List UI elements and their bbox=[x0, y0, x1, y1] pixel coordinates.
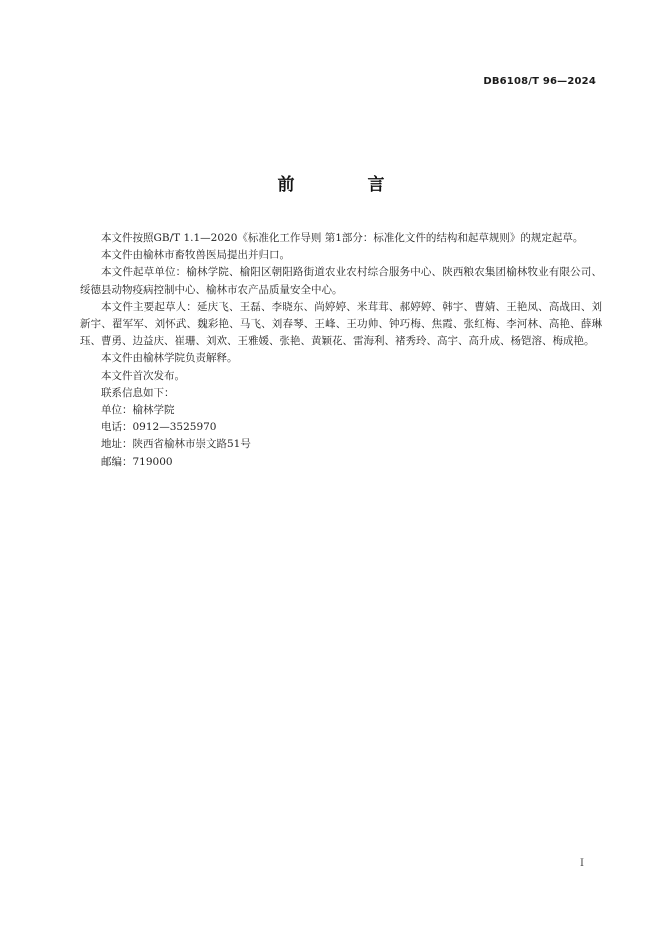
paragraph-drafters: 本文件主要起草人：延庆飞、王磊、李晓东、尚婷婷、米茸茸、郝婷婷、韩宇、曹婧、王艳凤、高战田、刘新宇、翟军军、刘怀武、魏彩艳、马飞、刘春琴、王峰、王功帅、钟巧梅、焦霞、张红梅、李河林、高艳、薛琳珏、曹勇、边益庆、崔珊、刘欢、王雅媛、张艳、黄颖花、雷海利、褚秀玲、高宇、高升成、杨铠溶、梅成艳。 bbox=[80, 300, 602, 348]
paragraph-contact-heading: 联系信息如下： bbox=[101, 386, 175, 399]
contact-address: 地址：陕西省榆林市崇文路51号 bbox=[101, 438, 251, 451]
paragraph-drafting-rules: 本文件按照GB/T 1.1—2020《标准化工作导则 第1部分：标准化文件的结构和起草规则》的规定起草。 bbox=[101, 232, 584, 244]
contact-postcode: 邮编：719000 bbox=[101, 455, 173, 468]
paragraph-interpretation: 本文件由榆林学院负责解释。 bbox=[101, 352, 238, 365]
contact-phone: 电话：0912—3525970 bbox=[101, 421, 217, 434]
page-title: 前 言 bbox=[277, 175, 413, 195]
paragraph-drafting-units: 本文件起草单位：榆林学院、榆阳区朝阳路街道农业农村综合服务中心、陕西粮农集团榆林牧业有限公司、绥德县动物疫病控制中心、榆林市农产品质量安全中心。 bbox=[80, 266, 602, 296]
page-number: I bbox=[580, 858, 584, 869]
foreword-body bbox=[80, 230, 602, 471]
contact-unit: 单位：榆林学院 bbox=[101, 404, 175, 417]
document-code: DB6108/T 96—2024 bbox=[483, 76, 596, 87]
paragraph-first-release: 本文件首次发布。 bbox=[101, 369, 185, 382]
paragraph-proposer: 本文件由榆林市畜牧兽医局提出并归口。 bbox=[101, 249, 290, 262]
